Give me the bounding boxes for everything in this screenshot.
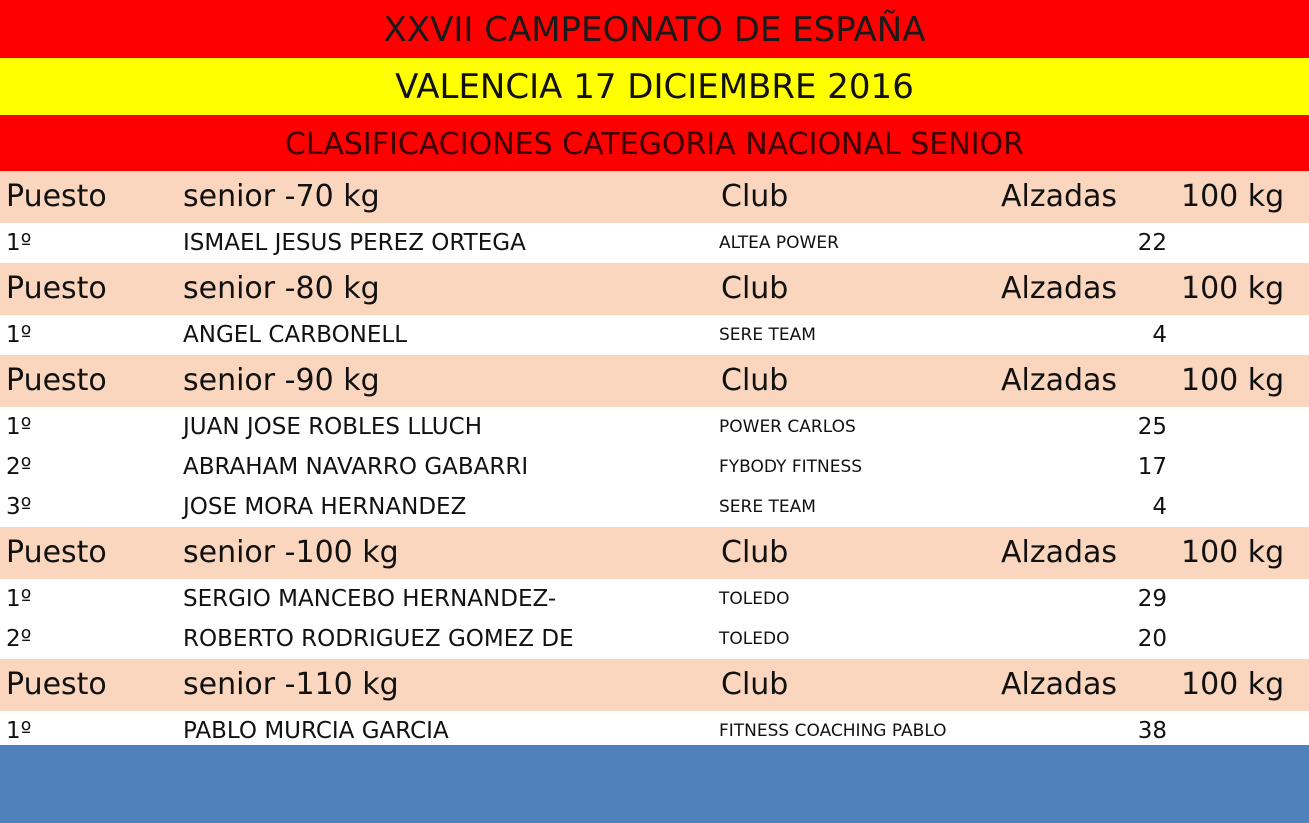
club-cell: FYBODY FITNESS [719, 457, 863, 477]
section-header-row [0, 263, 1309, 315]
lifts-cell: 29 [1137, 586, 1167, 612]
puesto-header: Puesto [6, 363, 107, 398]
weight-header: 100 kg [1181, 179, 1285, 214]
athlete-name-cell: SERGIO MANCEBO HERNANDEZ- [183, 586, 557, 612]
athlete-name-cell: JUAN JOSE ROBLES LLUCH [183, 414, 482, 440]
club-cell: POWER CARLOS [719, 417, 856, 437]
category-header: senior -70 kg [183, 179, 380, 214]
footer-band [0, 745, 1309, 823]
results-table [0, 171, 1309, 751]
section-header-row [0, 659, 1309, 711]
title-band-venue-date [0, 58, 1309, 115]
championship-title: XXVII CAMPEONATO DE ESPAÑA [383, 10, 926, 50]
club-header: Club [721, 363, 789, 398]
alzadas-header: Alzadas [1001, 179, 1118, 214]
weight-header: 100 kg [1181, 667, 1285, 702]
puesto-header: Puesto [6, 179, 107, 214]
athlete-name-cell: ANGEL CARBONELL [183, 322, 408, 348]
weight-header: 100 kg [1181, 535, 1285, 570]
weight-header: 100 kg [1181, 271, 1285, 306]
club-cell: FITNESS COACHING PABLO [719, 721, 947, 741]
lifts-cell: 20 [1137, 626, 1167, 652]
lifts-cell: 38 [1137, 718, 1167, 744]
puesto-header: Puesto [6, 271, 107, 306]
position-cell: 1º [6, 586, 32, 612]
athlete-name-cell: ISMAEL JESUS PEREZ ORTEGA [183, 230, 526, 256]
venue-date-title: VALENCIA 17 DICIEMBRE 2016 [395, 67, 914, 107]
club-cell: SERE TEAM [719, 497, 816, 517]
result-row [0, 315, 1309, 355]
position-cell: 2º [6, 626, 32, 652]
lifts-cell: 22 [1137, 230, 1167, 256]
alzadas-header: Alzadas [1001, 363, 1118, 398]
club-cell: SERE TEAM [719, 325, 816, 345]
category-header: senior -90 kg [183, 363, 380, 398]
alzadas-header: Alzadas [1001, 271, 1118, 306]
category-header: senior -80 kg [183, 271, 380, 306]
title-band-classification [0, 115, 1309, 171]
club-header: Club [721, 667, 789, 702]
result-row [0, 487, 1309, 527]
title-band-championship [0, 0, 1309, 58]
result-row [0, 223, 1309, 263]
weight-header: 100 kg [1181, 363, 1285, 398]
category-header: senior -100 kg [183, 535, 399, 570]
lifts-cell: 25 [1137, 414, 1167, 440]
section-header-row [0, 527, 1309, 579]
position-cell: 1º [6, 414, 32, 440]
result-row [0, 579, 1309, 619]
result-row [0, 447, 1309, 487]
section-header-row [0, 355, 1309, 407]
athlete-name-cell: ROBERTO RODRIGUEZ GOMEZ DE [183, 626, 574, 652]
lifts-cell: 17 [1137, 454, 1167, 480]
athlete-name-cell: ABRAHAM NAVARRO GABARRI [183, 454, 529, 480]
section-header-row [0, 171, 1309, 223]
club-cell: TOLEDO [719, 629, 790, 649]
club-header: Club [721, 271, 789, 306]
position-cell: 2º [6, 454, 32, 480]
club-header: Club [721, 179, 789, 214]
puesto-header: Puesto [6, 535, 107, 570]
category-header: senior -110 kg [183, 667, 399, 702]
classification-title: CLASIFICACIONES CATEGORIA NACIONAL SENIOR [284, 127, 1025, 162]
athlete-name-cell: PABLO MURCIA GARCIA [183, 718, 449, 744]
alzadas-header: Alzadas [1001, 667, 1118, 702]
puesto-header: Puesto [6, 667, 107, 702]
position-cell: 1º [6, 718, 32, 744]
position-cell: 3º [6, 494, 32, 520]
club-header: Club [721, 535, 789, 570]
lifts-cell: 4 [1152, 494, 1167, 520]
result-row [0, 619, 1309, 659]
club-cell: ALTEA POWER [719, 233, 839, 253]
result-row [0, 407, 1309, 447]
lifts-cell: 4 [1152, 322, 1167, 348]
alzadas-header: Alzadas [1001, 535, 1118, 570]
position-cell: 1º [6, 322, 32, 348]
position-cell: 1º [6, 230, 32, 256]
club-cell: TOLEDO [719, 589, 790, 609]
athlete-name-cell: JOSE MORA HERNANDEZ [183, 494, 467, 520]
